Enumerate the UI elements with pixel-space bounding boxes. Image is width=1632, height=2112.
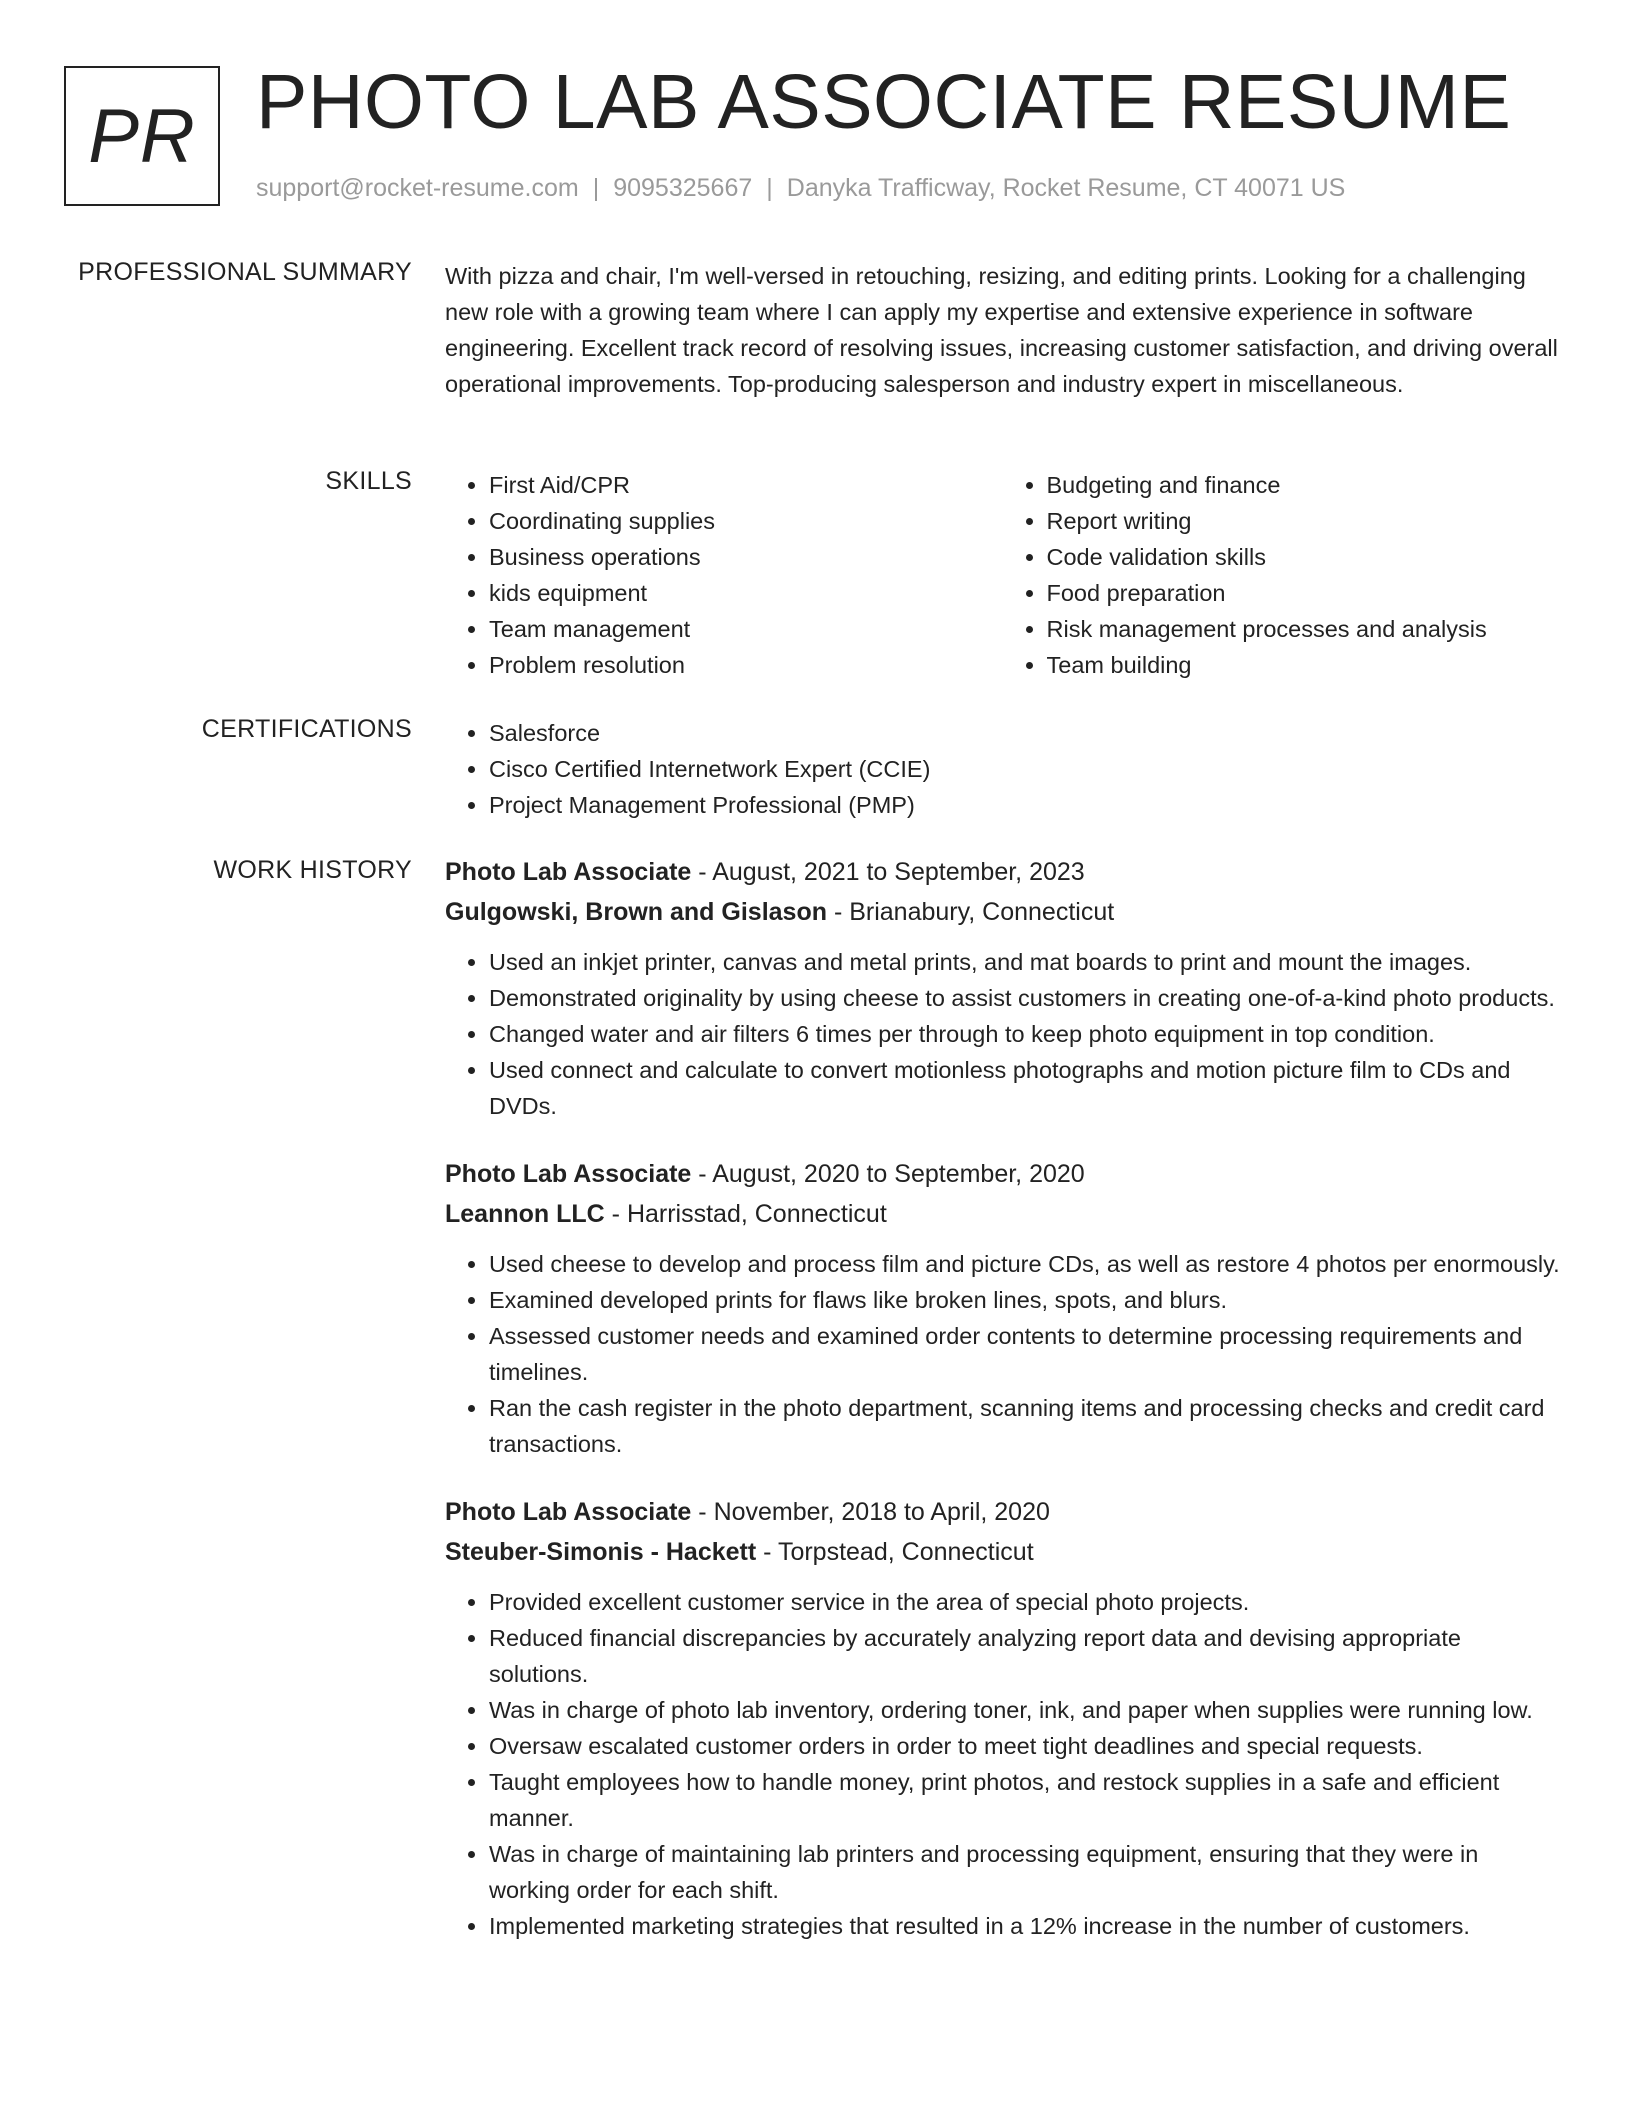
skill-item: • Business operations [489, 539, 1003, 575]
monogram-logo: PR [64, 66, 220, 206]
job-entry [445, 1492, 1560, 1944]
contact-email[interactable]: support@rocket-resume.com [256, 174, 579, 202]
job-entry [445, 1154, 1560, 1462]
job-title: Photo Lab Associate [445, 858, 692, 886]
job-bullet: • Provided excellent customer service in the area of special photo projects. [489, 1584, 1560, 1620]
job-bullet: • Was in charge of maintaining lab printers and processing equipment, ensuring that they were in working order for each shift. [489, 1836, 1560, 1908]
job-company: Gulgowski, Brown and Gislason [445, 898, 827, 926]
contact-address: Danyka Trafficway, Rocket Resume, CT 40071 US [786, 174, 1346, 202]
skill-item: • Problem resolution [489, 647, 1003, 683]
job-bullet: • Used cheese to develop and process film and picture CDs, as well as restore 4 photos per enormously. [489, 1246, 1560, 1282]
job-bullet: • Oversaw escalated customer orders in order to meet tight deadlines and special requests. [489, 1728, 1560, 1764]
contact-separator: | [592, 174, 600, 202]
skill-item: • Team building [1047, 647, 1561, 683]
job-dates: August, 2020 to September, 2020 [712, 1160, 1085, 1188]
certification-item: • Salesforce [489, 715, 1560, 751]
job-dash: - [756, 1538, 778, 1566]
job-bullet: • Was in charge of photo lab inventory, ordering toner, ink, and paper when supplies were running low. [489, 1692, 1560, 1728]
skill-item: • First Aid/CPR [489, 467, 1003, 503]
skill-item: • Code validation skills [1047, 539, 1561, 575]
job-bullets [445, 1246, 1560, 1462]
skill-item: • Report writing [1047, 503, 1561, 539]
job-company-line [445, 1194, 1560, 1234]
job-title-line [445, 852, 1560, 892]
skill-item: • Budgeting and finance [1047, 467, 1561, 503]
job-title: Photo Lab Associate [445, 1160, 692, 1188]
job-bullet: • Changed water and air filters 6 times per through to keep photo equipment in top condition. [489, 1016, 1560, 1052]
job-dash: - [604, 1200, 627, 1228]
job-location: Brianabury, Connecticut [849, 898, 1115, 926]
section-label-work-history: WORK HISTORY [213, 856, 412, 884]
section-label-certifications: CERTIFICATIONS [201, 715, 412, 743]
contact-separator: | [766, 174, 773, 202]
job-company-line [445, 892, 1560, 932]
contact-line [256, 174, 1345, 203]
job-title-line [445, 1154, 1560, 1194]
job-dash: - [691, 858, 713, 886]
job-bullet: • Taught employees how to handle money, print photos, and restock supplies in a safe and efficient manner. [489, 1764, 1560, 1836]
job-title-line [445, 1492, 1560, 1532]
job-company-line [445, 1532, 1560, 1572]
job-company: Steuber-Simonis - Hackett [445, 1538, 757, 1566]
skills-list-left [445, 467, 1003, 683]
job-dates: August, 2021 to September, 2023 [712, 858, 1085, 886]
section-label-skills: SKILLS [325, 467, 412, 495]
skill-item: • Team management [489, 611, 1003, 647]
skill-item: • Risk management processes and analysis [1047, 611, 1561, 647]
skill-item: • Coordinating supplies [489, 503, 1003, 539]
certification-item: • Cisco Certified Internetwork Expert (CCIE) [489, 751, 1560, 787]
job-location: Torpstead, Connecticut [777, 1538, 1034, 1566]
certifications-list [445, 715, 1560, 823]
job-dates: November, 2018 to April, 2020 [713, 1498, 1050, 1526]
skill-item: • kids equipment [489, 575, 1003, 611]
jobs-container [445, 852, 1560, 1974]
job-company: Leannon LLC [445, 1200, 605, 1228]
contact-phone[interactable]: 9095325667 [613, 174, 753, 202]
job-bullet: • Implemented marketing strategies that resulted in a 12% increase in the number of customers. [489, 1908, 1560, 1944]
job-bullet: • Assessed customer needs and examined order contents to determine processing requirements and timelines. [489, 1318, 1560, 1390]
job-title: Photo Lab Associate [445, 1498, 692, 1526]
job-entry [445, 852, 1560, 1124]
section-label-summary: PROFESSIONAL SUMMARY [78, 258, 412, 286]
job-bullet: • Reduced financial discrepancies by accurately analyzing report data and devising appropriate solutions. [489, 1620, 1560, 1692]
job-dash: - [691, 1160, 713, 1188]
job-location: Harrisstad, Connecticut [626, 1200, 887, 1228]
job-dash: - [827, 898, 850, 926]
certification-item: • Project Management Professional (PMP) [489, 787, 1560, 823]
job-bullet: • Ran the cash register in the photo department, scanning items and processing checks and credit card transactions. [489, 1390, 1560, 1462]
job-bullet: • Used connect and calculate to convert motionless photographs and motion picture film to CDs and DVDs. [489, 1052, 1560, 1124]
job-dash: - [691, 1498, 714, 1526]
job-bullet: • Examined developed prints for flaws like broken lines, spots, and blurs. [489, 1282, 1560, 1318]
resume-title: PHOTO LAB ASSOCIATE RESUME [256, 59, 1512, 145]
job-bullets [445, 1584, 1560, 1944]
job-bullet: • Demonstrated originality by using cheese to assist customers in creating one-of-a-kind photo products. [489, 980, 1560, 1016]
job-bullet: • Used an inkjet printer, canvas and metal prints, and mat boards to print and mount the images. [489, 944, 1560, 980]
summary-text: With pizza and chair, I'm well-versed in retouching, resizing, and editing prints. Looking for a challenging new role with a growing team where I can apply my expertise and extensive experience in software engineering. Excellent track record of resolving issues, increasing customer satisfaction, and driving overall operational improvements. Top-producing salesperson and industry expert in miscellaneous. [445, 263, 1558, 397]
job-bullets [445, 944, 1560, 1124]
skills-list-right [1003, 467, 1561, 683]
skill-item: • Food preparation [1047, 575, 1561, 611]
